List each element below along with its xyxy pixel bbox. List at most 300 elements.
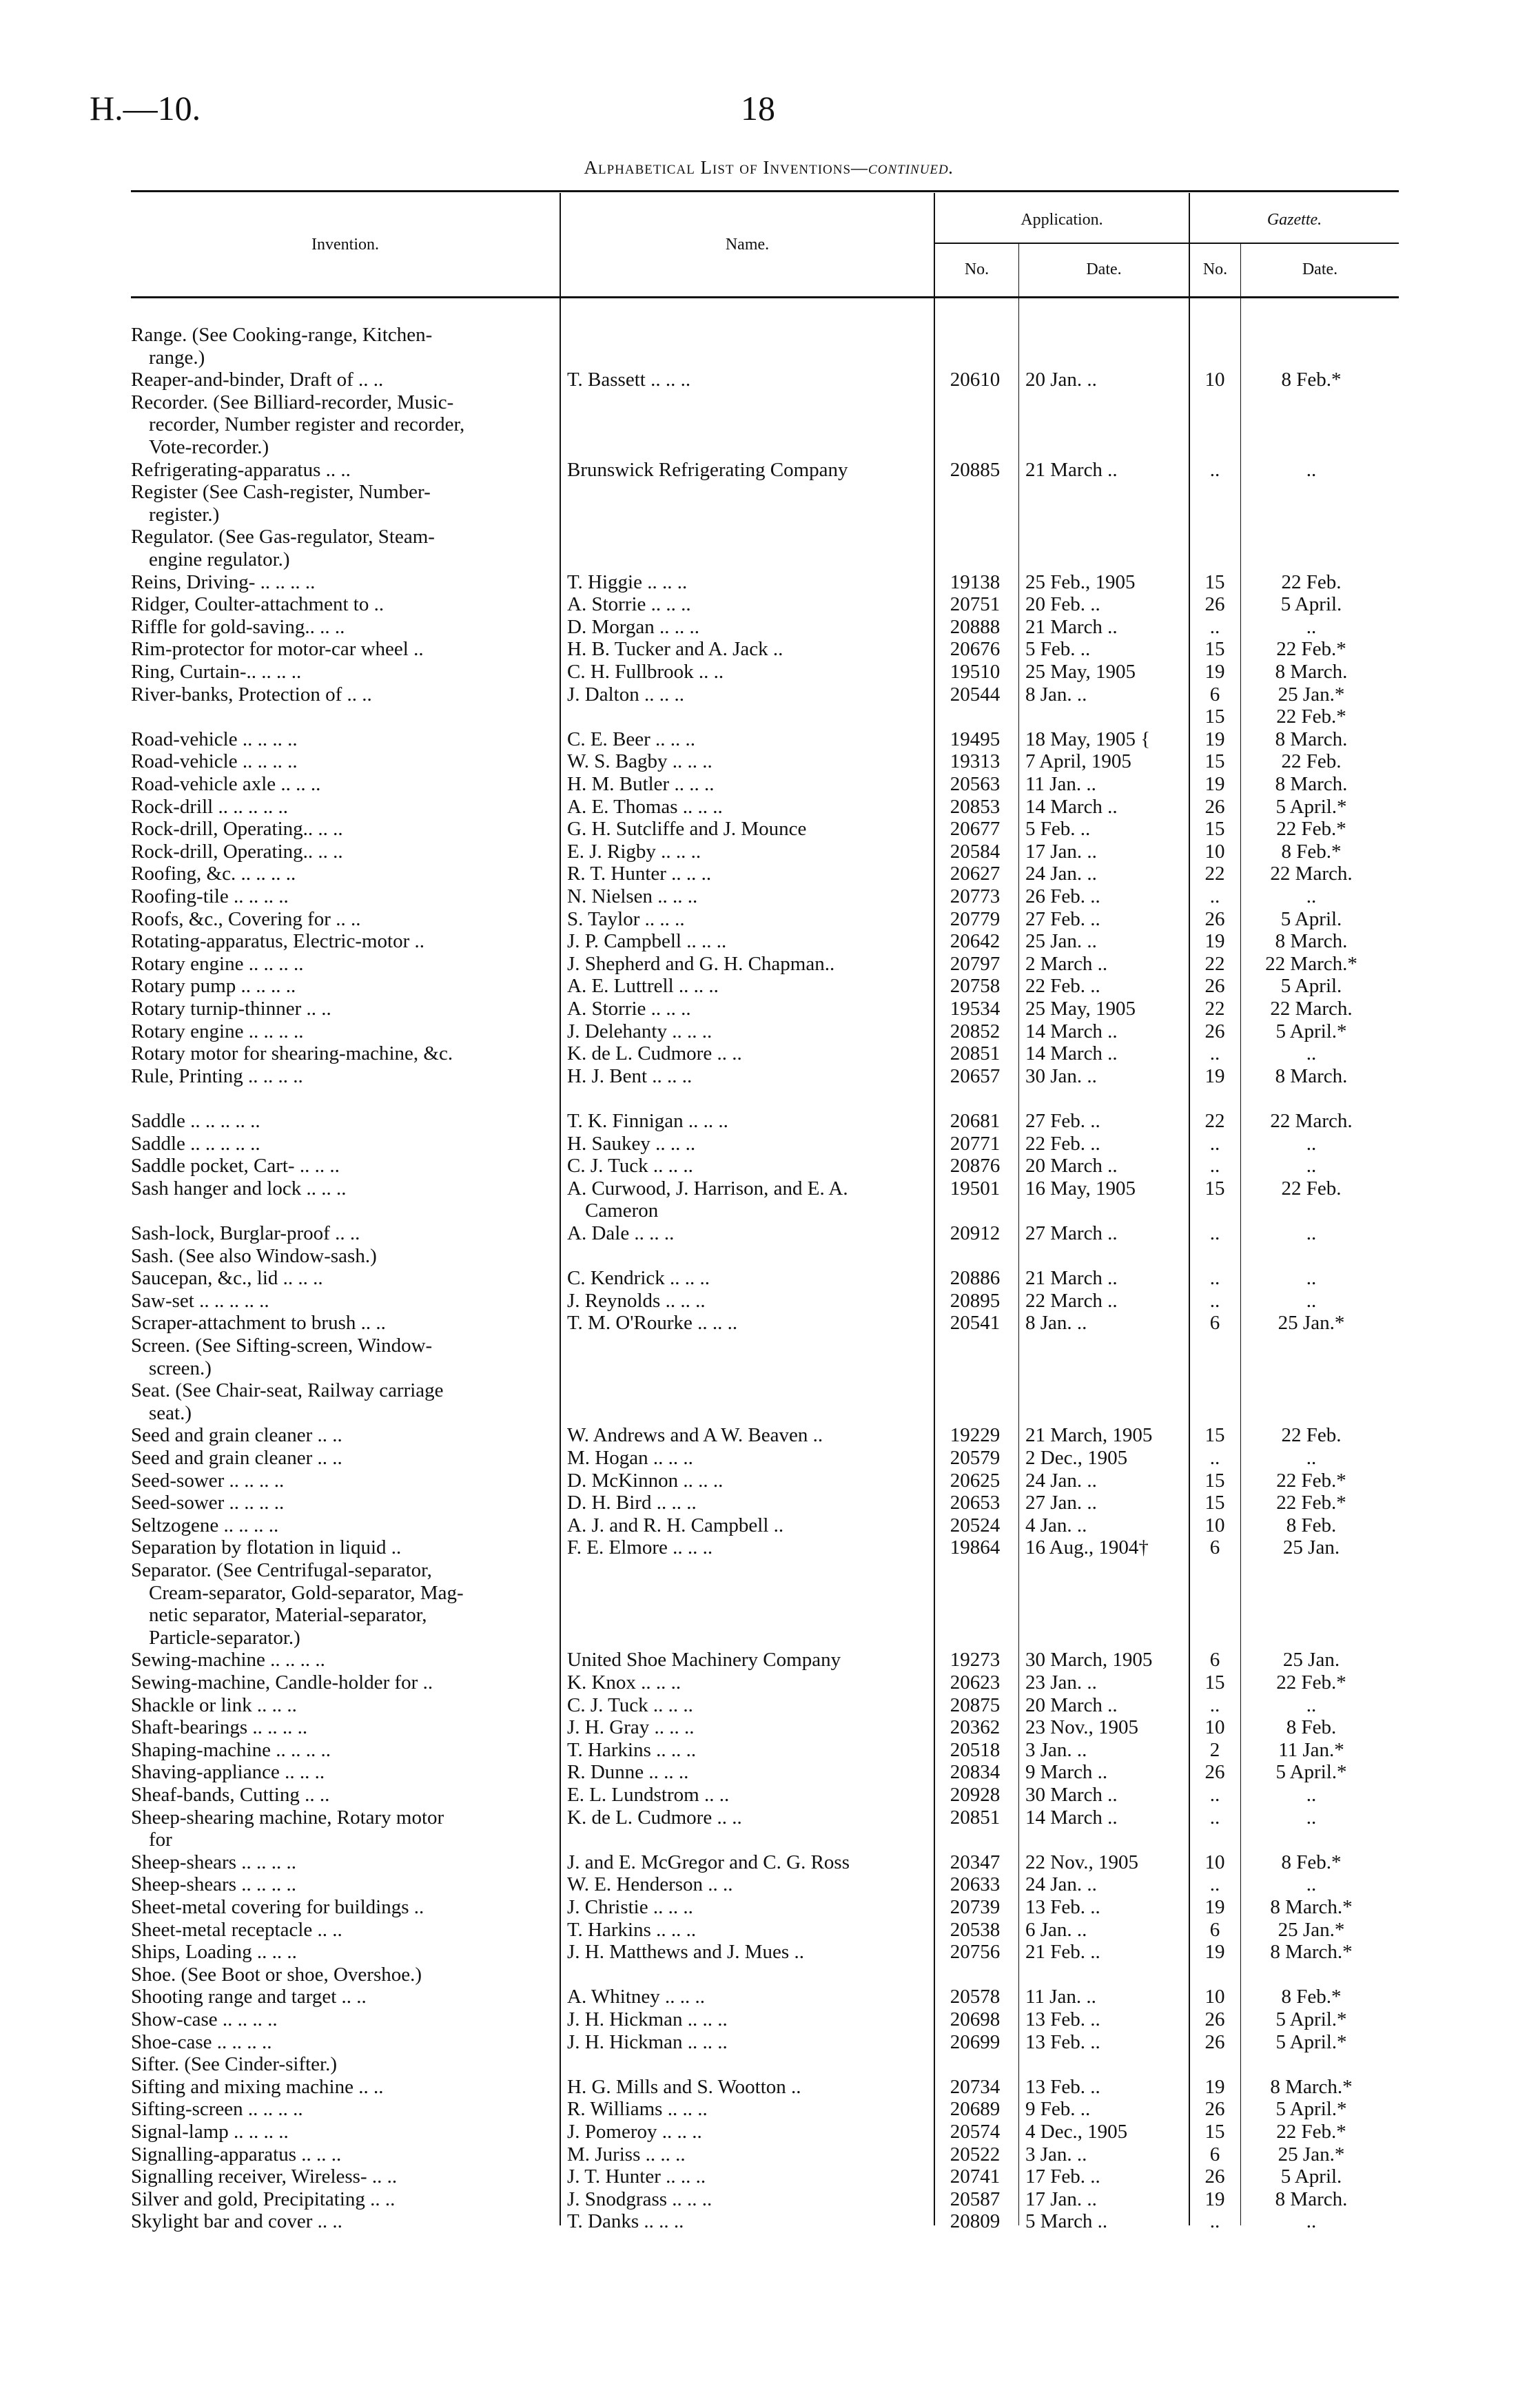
application-date-cell: 13 Feb. .. xyxy=(1025,2008,1100,2030)
application-date-cell: 22 Nov., 1905 xyxy=(1025,1851,1139,1873)
gazette-date-cell: .. xyxy=(1306,2210,1317,2233)
invention-cell: Rotary motor for shearing-machine, &c. xyxy=(131,1042,453,1065)
gazette-date-cell: 25 Jan.* xyxy=(1278,683,1345,706)
name-cell: T. Harkins .. .. .. xyxy=(567,1738,697,1761)
invention-cell: Ridger, Coulter-attachment to .. xyxy=(131,593,384,616)
application-date-cell: 27 Feb. .. xyxy=(1025,1110,1100,1132)
application-date-cell: 22 Feb. .. xyxy=(1025,1132,1100,1155)
gazette-number-cell: .. xyxy=(1209,1132,1220,1155)
application-number-cell: 20797 xyxy=(950,952,1001,975)
gazette-number-cell: .. xyxy=(1209,885,1220,907)
name-cell: K. Knox .. .. .. xyxy=(567,1671,681,1694)
application-date-cell: 21 Feb. .. xyxy=(1025,1941,1100,1964)
application-number-cell: 20751 xyxy=(950,593,1001,616)
gazette-date-cell: .. xyxy=(1306,1873,1317,1896)
invention-cell: Sheep-shearing machine, Rotary motor xyxy=(131,1806,444,1829)
table-row xyxy=(0,1087,1538,1111)
gazette-date-cell: 22 Feb. xyxy=(1281,750,1342,773)
gazette-number-cell: .. xyxy=(1209,1222,1220,1244)
gazette-number-cell: 6 xyxy=(1209,2143,1220,2165)
application-date-cell: 17 Feb. .. xyxy=(1025,2165,1100,2188)
table-row xyxy=(0,1604,1538,1627)
gazette-number-cell: 10 xyxy=(1204,840,1225,863)
application-date-cell: 6 Jan. .. xyxy=(1025,1918,1087,1941)
table-row xyxy=(0,750,1538,774)
table-row xyxy=(0,1402,1538,1426)
name-cell: A. J. and R. H. Campbell .. xyxy=(567,1514,784,1536)
table-row xyxy=(0,1222,1538,1246)
application-subheader-rule xyxy=(934,243,1189,244)
gazette-number-cell: .. xyxy=(1209,1155,1220,1177)
invention-cell: Silver and gold, Precipitating .. .. xyxy=(131,2188,396,2210)
table-row xyxy=(0,661,1538,684)
table-row xyxy=(0,1042,1538,1066)
application-date-cell: 22 Feb. .. xyxy=(1025,975,1100,998)
application-number-cell: 20518 xyxy=(950,1738,1001,1761)
application-date-cell: 17 Jan. .. xyxy=(1025,2188,1097,2210)
name-cell: J. P. Campbell .. .. .. xyxy=(567,930,727,953)
application-date-cell: 27 March .. xyxy=(1025,1222,1118,1244)
invention-cell: Refrigerating-apparatus .. .. xyxy=(131,458,351,481)
invention-cell: Rock-drill, Operating.. .. .. xyxy=(131,818,343,841)
table-row xyxy=(0,2008,1538,2032)
name-cell: J. H. Hickman .. .. .. xyxy=(567,2030,728,2053)
table-row xyxy=(0,1447,1538,1470)
invention-cell: Sewing-machine, Candle-holder for .. xyxy=(131,1671,433,1694)
table-row xyxy=(0,1807,1538,1830)
application-date-cell: 27 Jan. .. xyxy=(1025,1492,1097,1514)
gazette-number-cell: 15 xyxy=(1204,638,1225,661)
gazette-number-cell: 19 xyxy=(1204,1941,1225,1964)
application-date-cell: 16 Aug., 1904† xyxy=(1025,1536,1149,1559)
gazette-date-cell: .. xyxy=(1306,885,1317,907)
invention-cell: Road-vehicle .. .. .. .. xyxy=(131,728,298,750)
name-cell: A. E. Thomas .. .. .. xyxy=(567,795,723,818)
name-cell: R. Dunne .. .. .. xyxy=(567,1761,689,1784)
invention-cell: Scraper-attachment to brush .. .. xyxy=(131,1312,386,1335)
application-date-cell: 11 Jan. .. xyxy=(1025,1986,1096,2008)
invention-cell: Rim-protector for motor-car wheel .. xyxy=(131,638,424,661)
application-date-cell: 4 Dec., 1905 xyxy=(1025,2121,1128,2143)
application-date-cell: 24 Jan. .. xyxy=(1025,1469,1097,1492)
name-cell: J. Pomeroy .. .. .. xyxy=(567,2121,702,2143)
invention-cell: Reins, Driving- .. .. .. .. xyxy=(131,570,316,593)
invention-cell: River-banks, Protection of .. .. xyxy=(131,683,372,706)
table-row xyxy=(0,1671,1538,1695)
gazette-date-cell: 8 March.* xyxy=(1270,2075,1353,2098)
table-top-rule xyxy=(131,190,1399,192)
gazette-number-cell: 15 xyxy=(1204,1492,1225,1514)
name-cell: W. E. Henderson .. .. xyxy=(567,1873,733,1896)
application-number-cell: 20642 xyxy=(950,930,1001,953)
table-row xyxy=(0,2121,1538,2144)
gazette-number-cell: 10 xyxy=(1204,369,1225,391)
gazette-number-cell: 6 xyxy=(1209,1918,1220,1941)
table-row xyxy=(0,548,1538,572)
subtitle-main: Alphabetical List of Inventions xyxy=(584,157,852,178)
table-row xyxy=(0,1559,1538,1583)
gazette-number-cell: .. xyxy=(1209,1806,1220,1829)
invention-cell: Shaving-appliance .. .. .. xyxy=(131,1761,325,1784)
header-application-no: No. xyxy=(964,260,990,278)
invention-cell: Rotary pump .. .. .. .. xyxy=(131,975,296,998)
table-row xyxy=(0,975,1538,998)
gazette-date-cell: 5 April. xyxy=(1280,2165,1342,2188)
table-row xyxy=(0,863,1538,886)
application-number-cell: 19501 xyxy=(950,1177,1001,1200)
name-cell: J. H. Matthews and J. Mues .. xyxy=(567,1941,804,1964)
gazette-date-cell: 22 March.* xyxy=(1265,952,1357,975)
name-cell: K. de L. Cudmore .. .. xyxy=(567,1806,742,1829)
name-cell: T. Bassett .. .. .. xyxy=(567,369,691,391)
application-number-cell: 20928 xyxy=(950,1784,1001,1806)
invention-cell: Shaping-machine .. .. .. .. xyxy=(131,1738,331,1761)
gazette-date-cell: 8 Feb. xyxy=(1286,1716,1337,1739)
application-date-cell: 13 Feb. .. xyxy=(1025,1896,1100,1918)
table-row xyxy=(0,481,1538,504)
invention-cell: Recorder. (See Billiard-recorder, Music- xyxy=(131,391,454,413)
application-number-cell: 19864 xyxy=(950,1536,1001,1559)
application-date-cell: 24 Jan. .. xyxy=(1025,1873,1097,1896)
invention-cell: Sash. (See also Window-sash.) xyxy=(131,1244,377,1267)
table-row xyxy=(0,2076,1538,2099)
name-cell: A. E. Luttrell .. .. .. xyxy=(567,975,719,998)
gazette-number-cell: 19 xyxy=(1204,930,1225,953)
application-number-cell: 20627 xyxy=(950,863,1001,885)
invention-cell: Sheet-metal covering for buildings .. xyxy=(131,1896,424,1918)
gazette-date-cell: 22 March. xyxy=(1270,863,1353,885)
application-number-cell: 20809 xyxy=(950,2210,1001,2233)
application-number-cell: 19534 xyxy=(950,998,1001,1020)
gazette-number-cell: 15 xyxy=(1204,1671,1225,1694)
name-cell: C. H. Fullbrook .. .. xyxy=(567,661,724,683)
gazette-number-cell: 19 xyxy=(1204,2075,1225,2098)
name-cell: D. H. Bird .. .. .. xyxy=(567,1492,697,1514)
gazette-number-cell: 15 xyxy=(1204,1424,1225,1447)
gazette-number-cell: 15 xyxy=(1204,1469,1225,1492)
name-cell: C. Kendrick .. .. .. xyxy=(567,1267,710,1290)
invention-cell: Seed and grain cleaner .. .. xyxy=(131,1447,342,1469)
table-row xyxy=(0,728,1538,752)
invention-cell: engine regulator.) xyxy=(149,548,290,570)
application-number-cell: 20734 xyxy=(950,2075,1001,2098)
application-number-cell: 20741 xyxy=(950,2165,1001,2188)
page-subtitle xyxy=(0,157,1538,178)
table-row xyxy=(0,1514,1538,1538)
application-number-cell: 20756 xyxy=(950,1941,1001,1964)
name-cell: D. McKinnon .. .. .. xyxy=(567,1469,724,1492)
invention-cell: Shackle or link .. .. .. xyxy=(131,1694,297,1716)
gazette-number-cell: .. xyxy=(1209,1289,1220,1312)
application-number-cell: 19313 xyxy=(950,750,1001,773)
table-row xyxy=(0,1739,1538,1762)
invention-cell: Saucepan, &c., lid .. .. .. xyxy=(131,1267,323,1290)
application-date-cell: 14 March .. xyxy=(1025,1020,1118,1042)
gazette-date-cell: 8 March. xyxy=(1275,773,1348,795)
name-cell: C. E. Beer .. .. .. xyxy=(567,728,696,750)
table-row xyxy=(0,841,1538,864)
application-number-cell: 20633 xyxy=(950,1873,1001,1896)
application-number-cell: 20771 xyxy=(950,1132,1001,1155)
table-row xyxy=(0,1919,1538,1942)
gazette-date-cell: .. xyxy=(1306,1222,1317,1244)
application-date-cell: 25 May, 1905 xyxy=(1025,998,1136,1020)
table-row xyxy=(0,2143,1538,2167)
gazette-date-cell: 5 April.* xyxy=(1275,2098,1347,2121)
invention-cell: Roofs, &c., Covering for .. .. xyxy=(131,907,361,930)
application-date-cell: 30 Jan. .. xyxy=(1025,1064,1097,1087)
table-row xyxy=(0,1177,1538,1201)
document-reference: H.—10. xyxy=(90,89,201,127)
application-number-cell: 20895 xyxy=(950,1289,1001,1312)
table-row xyxy=(0,1941,1538,1964)
application-date-cell: 5 Feb. .. xyxy=(1025,818,1091,841)
gazette-date-cell: 22 March. xyxy=(1270,998,1353,1020)
name-cell: N. Nielsen .. .. .. xyxy=(567,885,698,907)
application-date-cell: 20 Jan. .. xyxy=(1025,369,1097,391)
table-row xyxy=(0,1133,1538,1156)
table-row xyxy=(0,1964,1538,1987)
table-row xyxy=(0,324,1538,347)
table-row xyxy=(0,706,1538,729)
table-row xyxy=(0,1357,1538,1381)
gazette-number-cell: 26 xyxy=(1204,795,1225,818)
application-number-cell: 20875 xyxy=(950,1694,1001,1716)
gazette-date-cell: 8 March.* xyxy=(1270,1941,1353,1964)
gazette-date-cell: 8 Feb.* xyxy=(1281,369,1342,391)
invention-cell: Seed and grain cleaner .. .. xyxy=(131,1424,342,1447)
table-row xyxy=(0,796,1538,819)
gazette-number-cell: .. xyxy=(1209,1042,1220,1065)
name-cell: F. E. Elmore .. .. .. xyxy=(567,1536,713,1559)
application-number-cell: 20584 xyxy=(950,840,1001,863)
application-date-cell: 25 Jan. .. xyxy=(1025,930,1097,953)
gazette-number-cell: 15 xyxy=(1204,706,1225,728)
invention-cell: Range. (See Cooking-range, Kitchen- xyxy=(131,324,433,346)
gazette-number-cell: .. xyxy=(1209,1873,1220,1896)
table-row xyxy=(0,1784,1538,1807)
table-row xyxy=(0,1492,1538,1515)
header-invention: Invention. xyxy=(311,236,379,254)
application-number-cell: 20653 xyxy=(950,1492,1001,1514)
application-number-cell: 20676 xyxy=(950,638,1001,661)
table-row xyxy=(0,1582,1538,1605)
application-number-cell: 20699 xyxy=(950,2030,1001,2053)
name-cell: C. J. Tuck .. .. .. xyxy=(567,1694,693,1716)
application-date-cell: 26 Feb. .. xyxy=(1025,885,1100,907)
table-row xyxy=(0,1110,1538,1133)
table-row xyxy=(0,1986,1538,2009)
table-row xyxy=(0,459,1538,482)
table-row xyxy=(0,1649,1538,1672)
application-date-cell: 21 March .. xyxy=(1025,1267,1118,1290)
application-number-cell: 20677 xyxy=(950,818,1001,841)
header-gazette: Gazette. xyxy=(1267,211,1322,229)
gazette-date-cell: 11 Jan.* xyxy=(1278,1738,1344,1761)
gazette-date-cell: 22 Feb. xyxy=(1281,570,1342,593)
invention-cell: Cream-separator, Gold-separator, Mag- xyxy=(149,1581,464,1604)
invention-cell: Signal-lamp .. .. .. .. xyxy=(131,2121,289,2143)
gazette-number-cell: 15 xyxy=(1204,1177,1225,1200)
application-date-cell: 21 March .. xyxy=(1025,615,1118,638)
table-row xyxy=(0,885,1538,909)
application-date-cell: 3 Jan. .. xyxy=(1025,2143,1087,2165)
table-row xyxy=(0,1694,1538,1718)
invention-cell: Sheep-shears .. .. .. .. xyxy=(131,1873,297,1896)
gazette-number-cell: 15 xyxy=(1204,570,1225,593)
name-cell: A. Whitney .. .. .. xyxy=(567,1986,706,2008)
application-number-cell: 20876 xyxy=(950,1155,1001,1177)
gazette-date-cell: .. xyxy=(1306,615,1317,638)
table-row xyxy=(0,1335,1538,1358)
invention-cell: Sheaf-bands, Cutting .. .. xyxy=(131,1784,330,1806)
header-gazette-no: No. xyxy=(1202,260,1228,278)
application-date-cell: 20 March .. xyxy=(1025,1694,1118,1716)
table-row xyxy=(0,2210,1538,2234)
application-number-cell: 20885 xyxy=(950,458,1001,481)
invention-cell: range.) xyxy=(149,346,205,369)
application-number-cell: 20623 xyxy=(950,1671,1001,1694)
table-row xyxy=(0,2053,1538,2077)
application-date-cell: 18 May, 1905 { xyxy=(1025,728,1151,750)
gazette-number-cell: .. xyxy=(1209,615,1220,638)
application-number-cell: 20538 xyxy=(950,1918,1001,1941)
invention-cell: Vote-recorder.) xyxy=(149,436,269,458)
application-number-cell: 20779 xyxy=(950,907,1001,930)
application-date-cell: 14 March .. xyxy=(1025,1042,1118,1065)
table-row xyxy=(0,616,1538,639)
invention-cell: Road-vehicle .. .. .. .. xyxy=(131,750,298,773)
table-row xyxy=(0,1245,1538,1268)
application-date-cell: 16 May, 1905 xyxy=(1025,1177,1136,1200)
gazette-number-cell: 10 xyxy=(1204,1986,1225,2008)
invention-cell: Rotary engine .. .. .. .. xyxy=(131,1020,304,1042)
table-row xyxy=(0,369,1538,392)
application-number-cell: 19495 xyxy=(950,728,1001,750)
gazette-number-cell: .. xyxy=(1209,2210,1220,2233)
application-date-cell: 2 March .. xyxy=(1025,952,1108,975)
application-number-cell: 20522 xyxy=(950,2143,1001,2165)
gazette-number-cell: 26 xyxy=(1204,593,1225,616)
application-number-cell: 20912 xyxy=(950,1222,1001,1244)
invention-cell: Saddle pocket, Cart- .. .. .. xyxy=(131,1155,340,1177)
name-cell: T. M. O'Rourke .. .. .. xyxy=(567,1312,738,1335)
gazette-date-cell: 22 Feb. xyxy=(1281,1177,1342,1200)
application-number-cell: 20541 xyxy=(950,1312,1001,1335)
name-cell: C. J. Tuck .. .. .. xyxy=(567,1155,693,1177)
invention-cell: Reaper-and-binder, Draft of .. .. xyxy=(131,369,384,391)
application-date-cell: 5 March .. xyxy=(1025,2210,1108,2233)
gazette-number-cell: .. xyxy=(1209,1447,1220,1469)
table-row xyxy=(0,526,1538,549)
application-number-cell: 20563 xyxy=(950,773,1001,795)
gazette-date-cell: 5 April.* xyxy=(1275,1761,1347,1784)
application-date-cell: 21 March .. xyxy=(1025,458,1118,481)
invention-cell: Sifting-screen .. .. .. .. xyxy=(131,2098,303,2121)
gazette-date-cell: 5 April.* xyxy=(1275,1020,1347,1042)
application-date-cell: 25 Feb., 1905 xyxy=(1025,570,1136,593)
application-date-cell: 30 March, 1905 xyxy=(1025,1649,1153,1671)
gazette-number-cell: 10 xyxy=(1204,1716,1225,1739)
gazette-number-cell: 22 xyxy=(1204,952,1225,975)
table-row xyxy=(0,413,1538,437)
invention-cell: Particle-separator.) xyxy=(149,1626,300,1649)
gazette-number-cell: 19 xyxy=(1204,773,1225,795)
application-number-cell: 20773 xyxy=(950,885,1001,907)
gazette-date-cell: 22 Feb.* xyxy=(1276,638,1346,661)
table-row xyxy=(0,571,1538,595)
gazette-date-cell: 8 March. xyxy=(1275,2188,1348,2210)
invention-cell: Riffle for gold-saving.. .. .. xyxy=(131,615,345,638)
name-cell: R. Williams .. .. .. xyxy=(567,2098,708,2121)
name-cell: M. Juriss .. .. .. xyxy=(567,2143,686,2165)
name-cell: S. Taylor .. .. .. xyxy=(567,907,685,930)
gazette-number-cell: 22 xyxy=(1204,1110,1225,1132)
table-row xyxy=(0,1424,1538,1448)
gazette-number-cell: 26 xyxy=(1204,975,1225,998)
table-row xyxy=(0,818,1538,841)
application-date-cell: 9 March .. xyxy=(1025,1761,1108,1784)
gazette-number-cell: 19 xyxy=(1204,728,1225,750)
invention-cell: Shooting range and target .. .. xyxy=(131,1986,367,2008)
invention-cell: Sifter. (See Cinder-sifter.) xyxy=(131,2053,338,2076)
name-cell: K. de L. Cudmore .. .. xyxy=(567,1042,742,1065)
application-number-cell: 20834 xyxy=(950,1761,1001,1784)
invention-cell: seat.) xyxy=(149,1401,192,1424)
name-cell: H. J. Bent .. .. .. xyxy=(567,1064,693,1087)
gazette-date-cell: 5 April.* xyxy=(1275,795,1347,818)
application-date-cell: 23 Jan. .. xyxy=(1025,1671,1097,1694)
invention-cell: Road-vehicle axle .. .. .. xyxy=(131,773,321,795)
application-number-cell: 20698 xyxy=(950,2008,1001,2030)
name-cell: J. and E. McGregor and C. G. Ross xyxy=(567,1851,850,1873)
application-number-cell: 20758 xyxy=(950,975,1001,998)
application-number-cell: 20851 xyxy=(950,1806,1001,1829)
table-row xyxy=(0,1065,1538,1089)
name-cell: A. Dale .. .. .. xyxy=(567,1222,675,1244)
gazette-number-cell: 6 xyxy=(1209,1649,1220,1671)
gazette-subheader-rule xyxy=(1189,243,1399,244)
invention-cell: Separator. (See Centrifugal-separator, xyxy=(131,1559,432,1581)
name-cell: H. Saukey .. .. .. xyxy=(567,1132,696,1155)
gazette-date-cell: .. xyxy=(1306,1289,1317,1312)
application-date-cell: 13 Feb. .. xyxy=(1025,2075,1100,2098)
subtitle-continued: —continued. xyxy=(851,157,954,178)
application-number-cell: 20886 xyxy=(950,1267,1001,1290)
invention-cell: Show-case .. .. .. .. xyxy=(131,2008,278,2030)
invention-cell: register.) xyxy=(149,503,220,526)
page-number: 18 xyxy=(741,89,775,127)
invention-cell: Signalling receiver, Wireless- .. .. xyxy=(131,2165,398,2188)
invention-cell: Sheep-shears .. .. .. .. xyxy=(131,1851,297,1873)
name-cell: J. H. Hickman .. .. .. xyxy=(567,2008,728,2030)
application-number-cell: 20625 xyxy=(950,1469,1001,1492)
invention-cell: for xyxy=(149,1829,172,1851)
gazette-number-cell: 22 xyxy=(1204,998,1225,1020)
gazette-date-cell: 8 March. xyxy=(1275,1064,1348,1087)
invention-cell: Skylight bar and cover .. .. xyxy=(131,2210,342,2233)
table-row xyxy=(0,1873,1538,1897)
table-row xyxy=(0,1829,1538,1852)
invention-cell: Regulator. (See Gas-regulator, Steam- xyxy=(131,526,435,548)
gazette-date-cell: .. xyxy=(1306,1132,1317,1155)
gazette-date-cell: 8 March.* xyxy=(1270,1896,1353,1918)
table-row xyxy=(0,1155,1538,1178)
application-date-cell: 17 Jan. .. xyxy=(1025,840,1097,863)
gazette-date-cell: 8 March. xyxy=(1275,930,1348,953)
table-row xyxy=(0,638,1538,661)
gazette-date-cell: .. xyxy=(1306,458,1317,481)
